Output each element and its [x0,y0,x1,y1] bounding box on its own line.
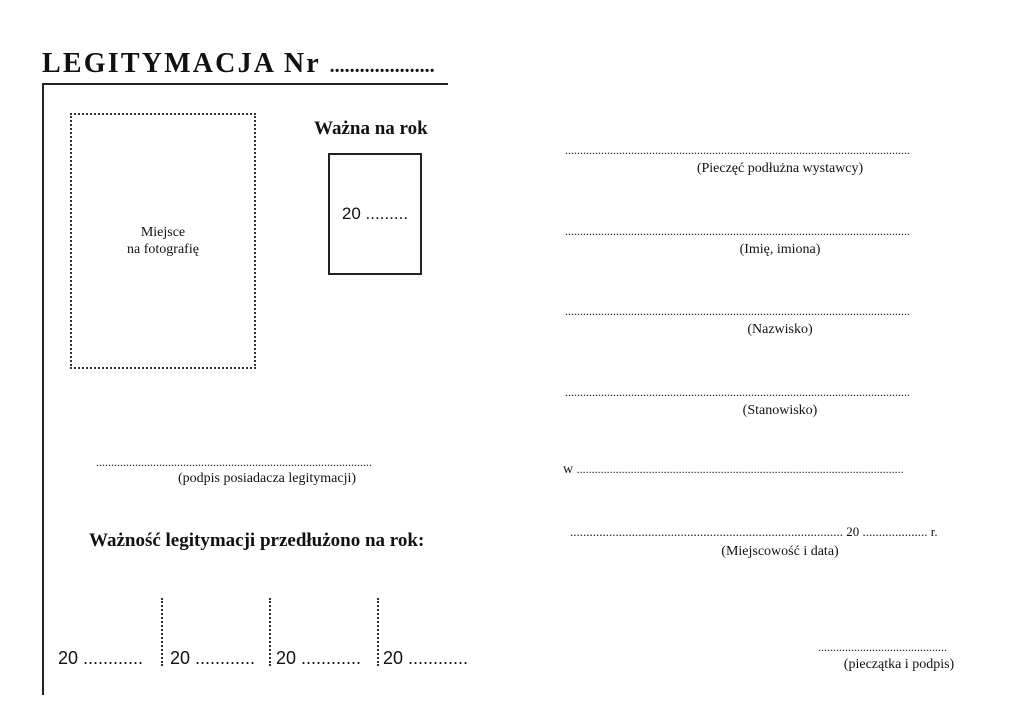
place-date-caption: (Miejscowość i data) [721,544,839,559]
workplace-line[interactable]: ............................................................................................................. [576,462,904,476]
extension-separator-3 [377,598,379,666]
extension-separator-2 [269,598,271,666]
extension-year-4[interactable]: 20 ............ [383,648,469,668]
photo-placeholder [70,113,256,369]
holder-signature-caption: (podpis posiadacza legitymacji) [177,471,357,486]
extension-separator-1 [161,598,163,666]
position-line[interactable]: ................................................................................................................... [565,385,910,399]
surname-caption: (Nazwisko) [747,322,813,337]
holder-signature-line[interactable]: ............................................................................................ [96,455,372,469]
position-caption: (Stanowisko) [742,403,818,418]
validity-year-field[interactable]: 20 ......... [341,204,409,223]
validity-title: Ważna na rok [314,118,428,139]
title-underline [42,83,448,85]
workplace-row [563,462,995,478]
photo-label-line1: Miejsce [140,225,186,240]
workplace-prefix: w [563,462,574,477]
stamp-signature-caption: (pieczątka i podpis) [843,657,955,672]
document-title [42,48,435,80]
first-names-caption: (Imię, imiona) [739,242,821,257]
left-border [42,83,44,695]
extension-year-2[interactable]: 20 ............ [170,648,256,668]
extension-year-1[interactable]: 20 ............ [58,648,144,668]
stamp-signature-line[interactable]: ........................................... [818,640,947,654]
place-date-line[interactable]: .................................................................................... 20 .................... r. [570,524,938,539]
extension-year-3[interactable]: 20 ............ [276,648,362,668]
issuer-stamp-line[interactable]: ................................................................................................................... [565,143,910,157]
number-field[interactable]: ..................... [329,55,435,77]
surname-line[interactable]: ................................................................................................................... [565,304,910,318]
photo-label-line2: na fotografię [127,242,199,257]
title-text: LEGITYMACJA Nr [42,48,321,79]
issuer-stamp-caption: (Pieczęć podłużna wystawcy) [696,161,864,176]
extension-title: Ważność legitymacji przedłużono na rok: [89,530,425,551]
first-names-line[interactable]: ................................................................................................................... [565,224,910,238]
validity-year-box [328,153,422,275]
